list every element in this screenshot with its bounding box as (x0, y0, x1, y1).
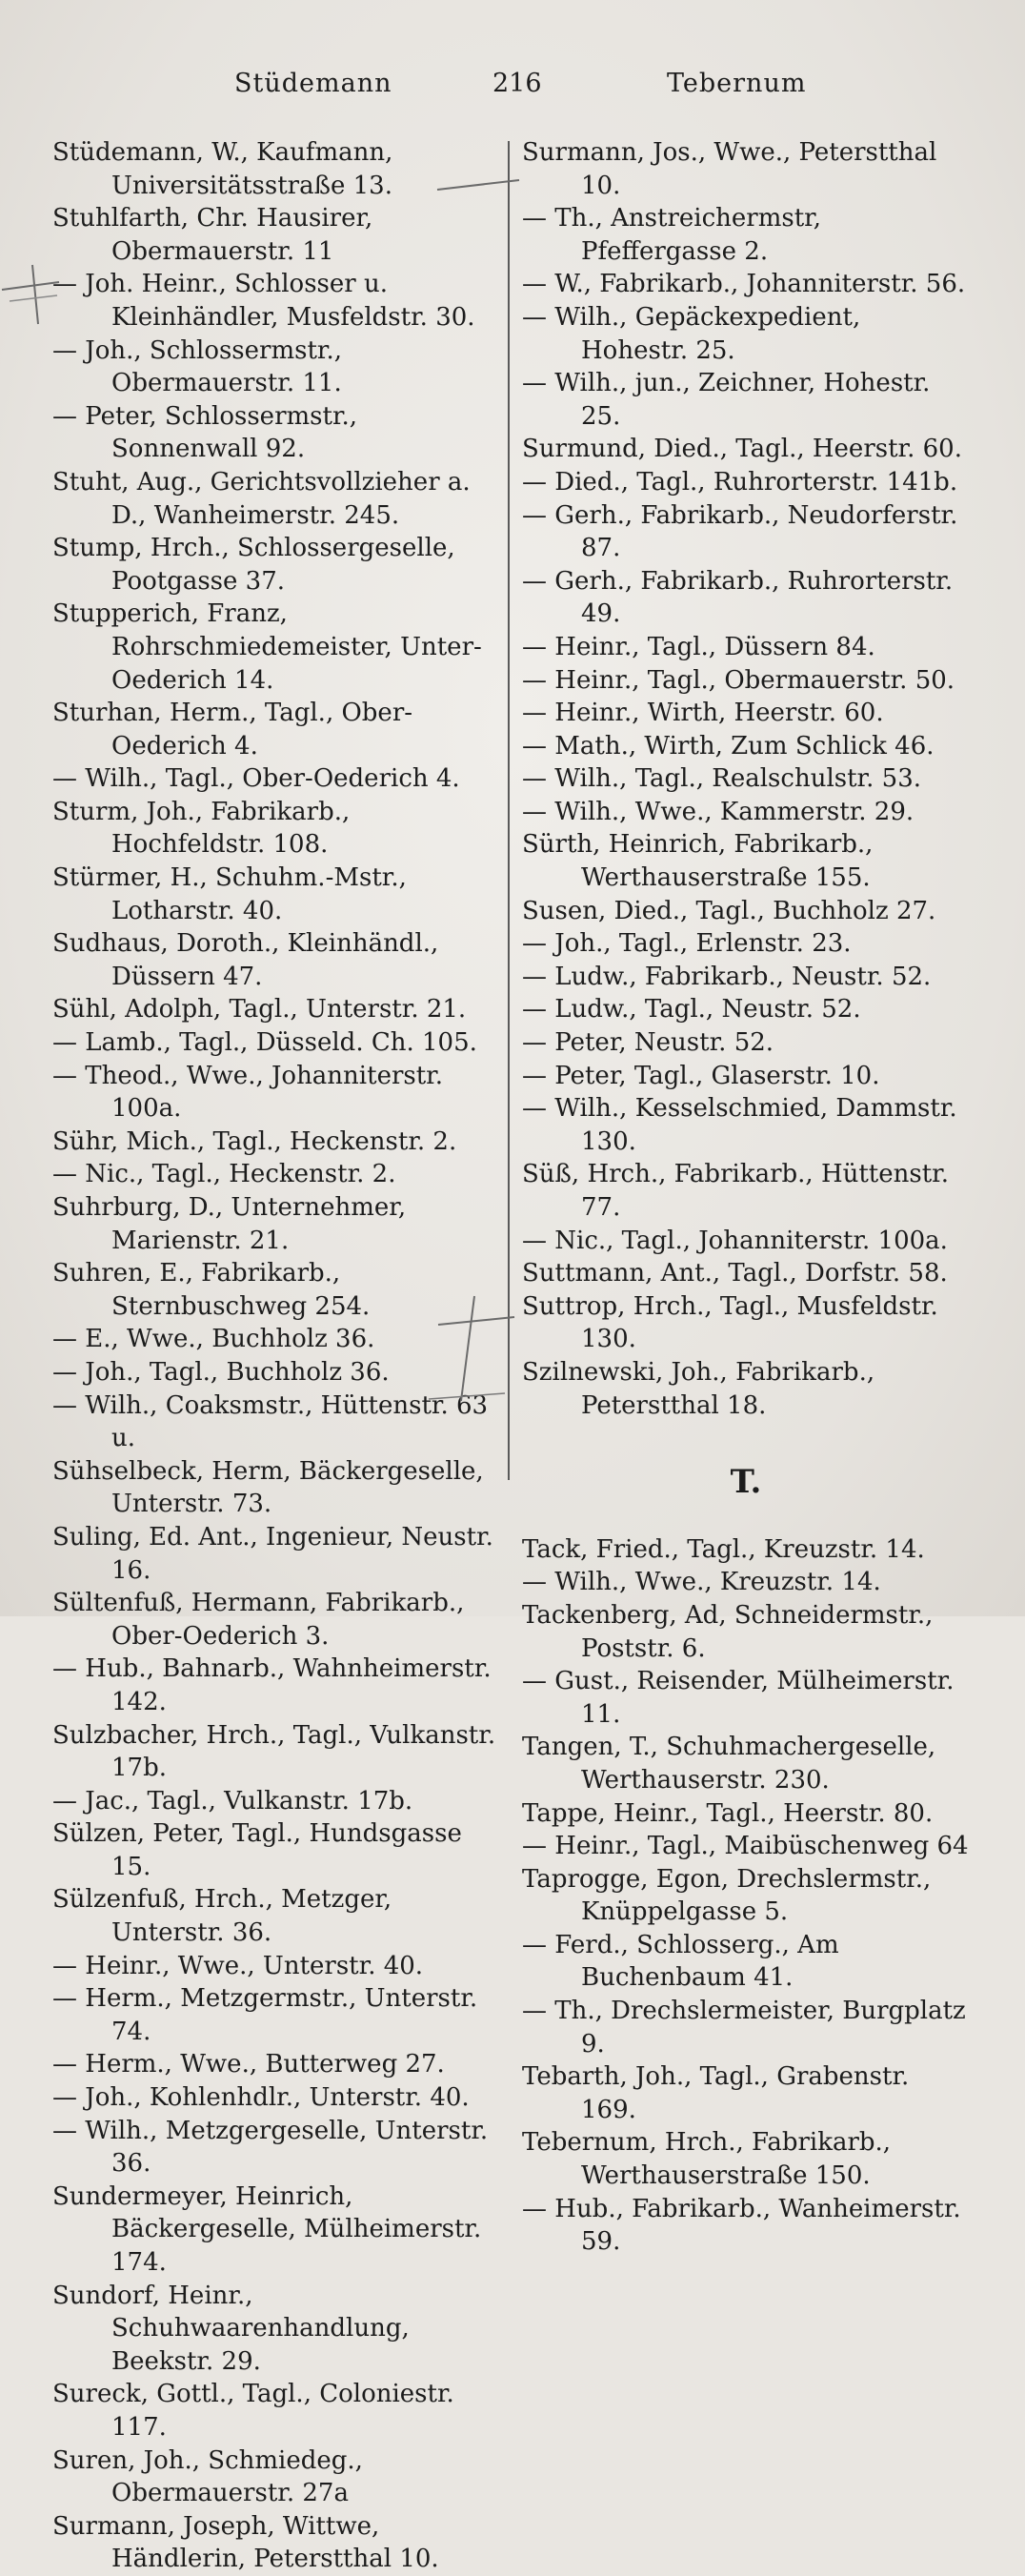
directory-entry: Sureck, Gottl., Tagl., Coloniestr. 117. (52, 2380, 454, 2442)
directory-entry: — Th., Drechslermeister, Burgplatz 9. (522, 1997, 966, 2059)
directory-entry: — Wilh., Gepäckexpedient, Hohestr. 25. (522, 302, 861, 365)
directory-entry: Tackenberg, Ad, Schneidermstr., Poststr. 6. (522, 1600, 934, 1663)
directory-entry: Suttmann, Ant., Tagl., Dorfstr. 58. (522, 1259, 948, 1288)
directory-entry: Sturm, Joh., Fabrikarb., Hochfeldstr. 108. (52, 797, 351, 860)
directory-entry: Suren, Joh., Schmiedeg., Obermauerstr. 27a (52, 2445, 363, 2508)
right-column-t-entries (522, 1533, 970, 2259)
directory-entry: Tebarth, Joh., Tagl., Grabenstr. 169. (522, 2062, 910, 2124)
directory-entry: — Lamb., Tagl., Düsseld. Ch. 105. (52, 1028, 477, 1058)
directory-entry: — Peter, Neustr. 52. (522, 1028, 774, 1058)
column-divider (508, 141, 510, 1480)
directory-entry: Tack, Fried., Tagl., Kreuzstr. 14. (522, 1534, 925, 1564)
directory-entry: — Hub., Fabrikarb., Wanheimerstr. 59. (522, 2194, 961, 2257)
directory-entry: Süß, Hrch., Fabrikarb., Hüttenstr. 77. (522, 1160, 950, 1222)
directory-entry: — Nic., Tagl., Heckenstr. 2. (52, 1160, 396, 1189)
directory-entry: Suling, Ed. Ant., Ingenieur, Neustr. 16. (52, 1522, 493, 1585)
directory-entry: — Heinr., Tagl., Obermauerstr. 50. (522, 665, 955, 695)
directory-entry: — Joh., Schlossermstr., Obermauerstr. 11. (52, 335, 343, 398)
directory-entry: Sturhan, Herm., Tagl., Ober-Oederich 4. (52, 699, 413, 761)
directory-entry: — Herm., Metzgermstr., Unterstr. 74. (52, 1984, 478, 2046)
directory-entry: — Ferd., Schlosserg., Am Buchenbaum 41. (522, 1930, 839, 1993)
directory-entry: — Died., Tagl., Ruhrorterstr. 141b. (522, 467, 958, 497)
page-number: 216 (492, 69, 542, 98)
directory-entry: — Joh. Heinr., Schlosser u. Kleinhändler, Musfeldstr. 30. (52, 270, 475, 332)
directory-entry: — Wilh., Tagl., Ober-Oederich 4. (52, 764, 460, 794)
directory-entry: — Wilh., Kesselschmied, Dammstr. 130. (522, 1094, 957, 1156)
directory-entry: Surmann, Joseph, Wittwe, Händlerin, Peterstthal 10. (52, 2511, 439, 2574)
directory-entry: — Wilh., jun., Zeichner, Hohestr. 25. (522, 369, 931, 431)
directory-entry: — Peter, Tagl., Glaserstr. 10. (522, 1061, 880, 1090)
directory-entry: — W., Fabrikarb., Johanniterstr. 56. (522, 270, 966, 299)
directory-entry: Sundermeyer, Heinrich, Bäckergeselle, Mülheimerstr. 174. (52, 2181, 482, 2277)
directory-entry: — Gerh., Fabrikarb., Neudorferstr. 87. (522, 500, 958, 563)
directory-entry: Surmann, Jos., Wwe., Peterstthal 10. (522, 138, 937, 200)
directory-entry: — Peter, Schlossermstr., Sonnenwall 92. (52, 401, 358, 464)
directory-entry: — Heinr., Tagl., Maibüschenweg 64 (522, 1832, 969, 1861)
directory-entry: — Ludw., Fabrikarb., Neustr. 52. (522, 962, 932, 991)
directory-entry: — Joh., Tagl., Erlenstr. 23. (522, 929, 852, 959)
directory-entry: Suhren, E., Fabrikarb., Sternbuschweg 254. (52, 1259, 371, 1321)
directory-entry: Susen, Died., Tagl., Buchholz 27. (522, 896, 936, 925)
directory-entry: — Hub., Bahnarb., Wahnheimerstr. 142. (52, 1654, 492, 1716)
directory-entry: Sültenfuß, Hermann, Fabrikarb., Ober-Oederich 3. (52, 1589, 465, 1651)
directory-entry: — Wilh., Metzgergeselle, Unterstr. 36. (52, 2116, 489, 2179)
directory-entry: Sühl, Adolph, Tagl., Unterstr. 21. (52, 995, 467, 1024)
directory-entry: Stuht, Aug., Gerichtsvollzieher a. D., Wanheimerstr. 245. (52, 467, 471, 530)
directory-entry: — Nic., Tagl., Johanniterstr. 100a. (522, 1226, 948, 1255)
running-head (0, 69, 1025, 111)
directory-entry: Suhrburg, D., Unternehmer, Marienstr. 21. (52, 1193, 407, 1255)
directory-entry: Sundorf, Heinr., Schuhwaarenhandlung, Beekstr. 29. (52, 2281, 410, 2376)
directory-entry: Tangen, T., Schuhmachergeselle, Werthauserstr. 230. (522, 1733, 936, 1795)
directory-entry: Sühselbeck, Herm, Bäckergeselle, Unterstr. 73. (52, 1456, 484, 1519)
section-letter-heading: T. (730, 1463, 762, 1502)
directory-entry: Tebernum, Hrch., Fabrikarb., Werthauserstraße 150. (522, 2128, 892, 2191)
directory-entry: — Wilh., Wwe., Kammerstr. 29. (522, 797, 914, 826)
directory-entry: — Heinr., Tagl., Düssern 84. (522, 632, 875, 661)
directory-entry: Surmund, Died., Tagl., Heerstr. 60. (522, 435, 962, 464)
directory-entry: — Gerh., Fabrikarb., Ruhrorterstr. 49. (522, 566, 954, 629)
directory-entry: Suttrop, Hrch., Tagl., Musfeldstr. 130. (522, 1291, 938, 1354)
directory-entry: Stupperich, Franz, Rohrschmiedemeister, Unter-Oederich 14. (52, 599, 482, 695)
directory-entry: Szilnewski, Joh., Fabrikarb., Peterstthal 18. (522, 1357, 875, 1420)
directory-entry: — Heinr., Wirth, Heerstr. 60. (522, 699, 884, 728)
directory-entry: — Joh., Kohlenhdlr., Unterstr. 40. (52, 2083, 470, 2113)
directory-entry: — Ludw., Tagl., Neustr. 52. (522, 995, 861, 1024)
directory-entry: — Wilh., Tagl., Realschulstr. 53. (522, 764, 922, 794)
directory-entry: Stürmer, H., Schuhm.-Mstr., Lotharstr. 40. (52, 863, 407, 925)
directory-entry: Sürth, Heinrich, Fabrikarb., Werthauserstraße 155. (522, 830, 874, 893)
directory-entry: — Jac., Tagl., Vulkanstr. 17b. (52, 1786, 413, 1815)
directory-entry: Sudhaus, Doroth., Kleinhändl., Düssern 47. (52, 929, 439, 991)
directory-entry: — Wilh., Wwe., Kreuzstr. 14. (522, 1568, 881, 1597)
directory-entry: — Th., Anstreichermstr, Pfeffergasse 2. (522, 204, 821, 266)
directory-entry: — Theod., Wwe., Johanniterstr. 100a. (52, 1061, 444, 1124)
directory-entry: Sülzenfuß, Hrch., Metzger, Unterstr. 36. (52, 1885, 392, 1948)
running-head-right: Tebernum (667, 69, 807, 98)
right-column-s-entries (522, 136, 970, 1422)
directory-entry: — Herm., Wwe., Butterweg 27. (52, 2050, 445, 2079)
right-column (522, 136, 970, 2259)
directory-entry: Stump, Hrch., Schlossergeselle, Pootgasse 37. (52, 534, 455, 596)
directory-entry: Stuhlfarth, Chr. Hausirer, Obermauerstr. 11 (52, 204, 373, 266)
directory-entry: — Math., Wirth, Zum Schlick 46. (522, 731, 935, 761)
directory-entry: Tappe, Heinr., Tagl., Heerstr. 80. (522, 1798, 934, 1828)
directory-entry: Sühr, Mich., Tagl., Heckenstr. 2. (52, 1126, 457, 1156)
directory-entry: — Wilh., Coaksmstr., Hüttenstr. 63 u. (52, 1390, 489, 1453)
directory-entry: Stüdemann, W., Kaufmann, Universitätsstraße 13. (52, 138, 393, 200)
directory-entry: Taprogge, Egon, Drechslermstr., Knüppelgasse 5. (522, 1864, 932, 1927)
left-column (52, 136, 502, 2576)
directory-entry: — Heinr., Wwe., Unterstr. 40. (52, 1951, 424, 1980)
directory-entry: — Joh., Tagl., Buchholz 36. (52, 1357, 390, 1387)
directory-entry: — Gust., Reisender, Mülheimerstr. 11. (522, 1667, 955, 1729)
running-head-left: Stüdemann (234, 69, 392, 98)
directory-entry: Sulzbacher, Hrch., Tagl., Vulkanstr. 17b. (52, 1720, 496, 1783)
directory-entry: — E., Wwe., Buchholz 36. (52, 1325, 375, 1354)
directory-entry: Sülzen, Peter, Tagl., Hundsgasse 15. (52, 1819, 462, 1881)
